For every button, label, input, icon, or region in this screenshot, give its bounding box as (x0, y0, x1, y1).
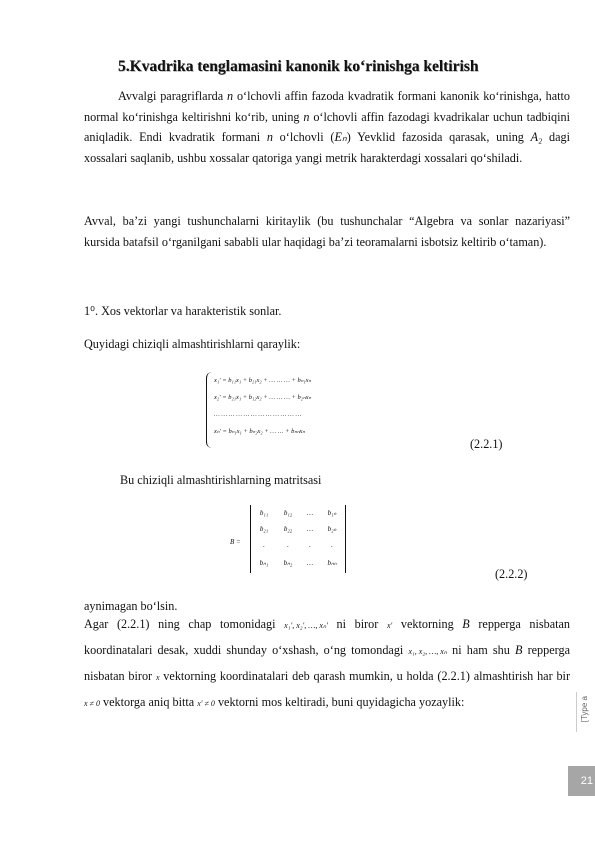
text-run: dagi xossalari saqlanib, ushbu xossalar qatoriga yangi metrik harakterdagi xossalari qo‘shiladi. (84, 130, 570, 165)
margin-tab-text: [Type a (580, 696, 589, 723)
matrix-cell: b₂₁ (259, 525, 269, 533)
math-xprime: x′ (386, 621, 393, 630)
math-A2: A₂ (530, 130, 543, 144)
math-x-list: x₁, x₂, …, xₙ (408, 647, 447, 656)
math-n: n (227, 89, 234, 103)
paragraph-consider: Quyidagi chiziqli almashtirishlarni qaraylik: (84, 337, 301, 351)
system-row: … … … … … … … … … … … … (214, 411, 302, 418)
matrix-cell: bₙ₁ (259, 559, 269, 567)
matrix-cell: … (306, 525, 314, 533)
text-run: vektorga aniq bitta (99, 695, 198, 709)
paragraph-concepts: Avval, ba’zi yangi tushunchalarni kiritaylik (bu tushunchalar “Algebra va sonlar nazariyasi” kursida batafsil o‘rganilgani sababli ular haqidagi ba’zi teoramalarni isbotsiz keltirib o‘taman). (84, 214, 570, 249)
system-row: x₂′ = b₂₁x₁ + b₁₂x₂ + … … … + b₂ₙxₙ (214, 394, 312, 401)
subsection-heading: 1⁰. Xos vektorlar va harakteristik sonlar. (84, 304, 282, 318)
math-n: n (266, 130, 273, 144)
matrix-cell: b₂₂ (283, 525, 293, 533)
text-run: repperga nisbatan koordinatalari desak, xuddi shunday o‘xshash, o‘ng tomondagi (84, 617, 571, 657)
matrix-cell: bₙₙ (327, 559, 337, 567)
matrix-cell: … (306, 559, 314, 567)
text-run: repperga nisbatan biror (84, 643, 570, 683)
page-number: 21 (568, 766, 595, 796)
text-run: Agar (2.2.1) ning chap tomonidagi (84, 617, 285, 631)
text-run: Avvalgi paragriflarda (118, 89, 227, 103)
matrix-cell: b₁ₙ (327, 509, 337, 517)
text-run: o‘lchovli affin fazodagi kvadrikalar uchun tadbiqini aniqladik. Endi kvadratik formani (84, 109, 570, 144)
nondegenerate-line: aynimagan bo‘lsin. (84, 599, 178, 613)
matrix-cell: . (331, 541, 333, 549)
matrix-intro: Bu chiziqli almashtirishlarning matritsasi (120, 473, 322, 487)
text-run: ni ham shu (446, 643, 515, 657)
math-En: Eₙ (334, 130, 347, 144)
matrix-cell: b₁₂ (283, 509, 293, 517)
math-x: x (155, 673, 160, 682)
matrix-cell: … (306, 509, 314, 517)
equation-number-2: (2.2.2) (495, 567, 528, 581)
text-run: vektorning (392, 617, 463, 631)
matrix-cell: bₙ₂ (283, 559, 293, 567)
linear-system (206, 372, 376, 450)
matrix-cell: . (287, 541, 289, 549)
math-B: B (462, 617, 470, 631)
matrix-brackets (250, 505, 346, 573)
matrix-cell: . (263, 541, 265, 549)
text-run: o‘lchovli ( (272, 130, 335, 144)
matrix-B (230, 505, 348, 575)
math-x-nonzero: x ≠ 0 (84, 699, 100, 708)
paragraph-intro (84, 86, 570, 168)
margin-tab (576, 692, 595, 732)
matrix-label: B = (230, 538, 241, 546)
system-row: x₁′ = b₁₁x₁ + b₂₁x₂ + … … … + bₙ₁xₙ (214, 377, 312, 384)
text-run: ) Yevklid fazosida qarasak, uning (346, 130, 531, 144)
paragraph-vectors (84, 612, 570, 716)
text-run: vektorning koordinatalari deb qarash mumkin, u holda (2.2.1) almashtirish har bir (159, 669, 571, 683)
math-B: B (514, 643, 523, 657)
math-n: n (303, 109, 310, 124)
system-brace (206, 372, 213, 448)
equation-number-1: (2.2.1) (470, 437, 503, 451)
text-run: vektorni mos keltiradi, buni quyidagicha yozaylik: (214, 695, 465, 709)
math-xprime-list: x₁′, x₂′, …, xₙ′ (284, 621, 328, 630)
system-row: xₙ′ = bₙ₁x₁ + bₙ₂x₂ + … … + bₙₙxₙ (214, 428, 306, 435)
matrix-cell: b₂ₙ (327, 525, 337, 533)
section-title: 5.Kvadrika tenglamasini kanonik ko‘rinishga keltirish (118, 58, 479, 75)
matrix-cell: . (309, 541, 311, 549)
text-run: o‘lchovli affin fazoda kvadratik formani kanonik ko‘rinishga, hatto normal ko‘rinishga keltirishni ko‘rib, uning (84, 89, 570, 124)
matrix-cell: b₁₁ (259, 509, 269, 517)
text-run: ni biror (327, 617, 387, 631)
math-xprime-nonzero: x′ ≠ 0 (197, 699, 215, 708)
